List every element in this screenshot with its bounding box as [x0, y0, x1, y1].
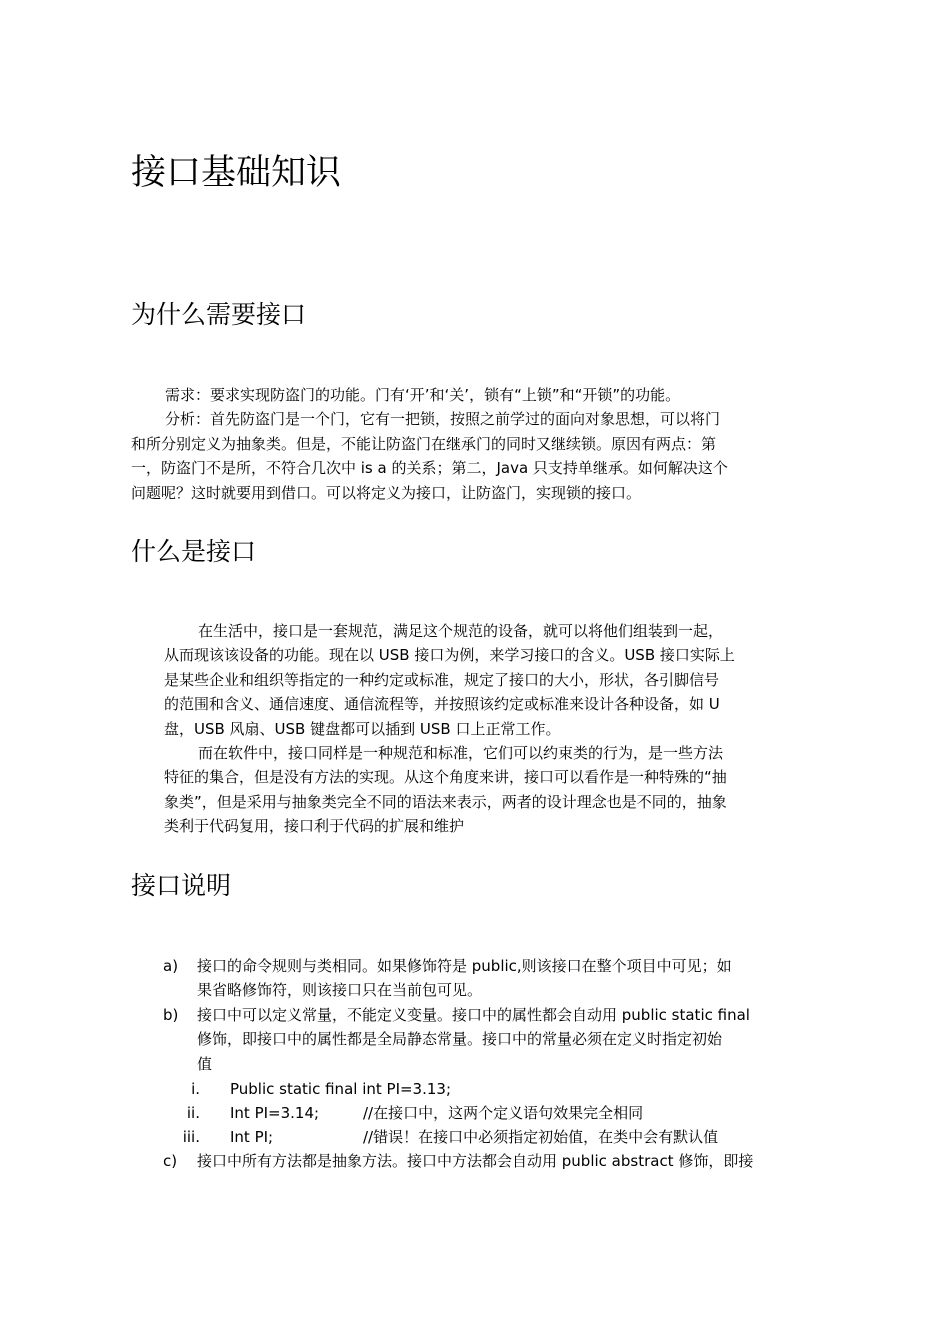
sublist-marker: ii.: [186, 1104, 200, 1122]
paragraph-line: 和所分别定义为抽象类。但是，不能让防盗门在继承门的同时又继续锁。原因有两点：第: [131, 434, 717, 453]
sublist-item-iii: [0, 1125, 950, 1149]
sublist-item-i: [0, 1077, 950, 1101]
code-statement: Int PI;: [230, 1128, 274, 1146]
paragraph-line: 的范围和含义、通信速度、通信流程等，并按照该约定或标准来设计各种设备，如 U: [164, 695, 720, 714]
list-item-c: [0, 1149, 950, 1174]
paragraph-line: 特征的集合，但是没有方法的实现。从这个角度来讲，接口可以看作是一种特殊的“抽: [164, 768, 727, 787]
document-title: 接口基础知识: [131, 153, 342, 193]
paragraph-line: 象类”，但是采用与抽象类完全不同的语法来表示，两者的设计理念也是不同的，抽象: [164, 792, 727, 811]
code-comment: //错误！在接口中必须指定初始值，在类中会有默认值: [363, 1128, 719, 1146]
paragraph-line: 是某些企业和组织等指定的一种约定或标准，规定了接口的大小，形状，各引脚信号: [164, 670, 720, 689]
sublist-item-ii: [0, 1101, 950, 1125]
list-item-line: 果省略修饰符，则该接口只在当前包可见。: [197, 981, 483, 1000]
sublist-marker: iii.: [182, 1128, 200, 1146]
section-heading-what-is-interface: 什么是接口: [131, 537, 257, 566]
paragraph-line: 在生活中，接口是一套规范，满足这个规范的设备，就可以将他们组装到一起，: [198, 622, 724, 640]
paragraph-requirement: [131, 383, 680, 407]
list-marker: a): [163, 957, 179, 975]
list-marker: b): [163, 1006, 179, 1024]
paragraph-line: 盘，USB 风扇、USB 键盘都可以插到 USB 口上正常工作。: [164, 719, 561, 738]
list-item-line: 修饰，即接口中的属性都是全局静态常量。接口中的常量必须在定义时指定初始: [197, 1030, 723, 1049]
paragraph-line: 一，防盗门不是所，不符合几次中 is a 的关系；第二，Java 只支持单继承。如何解决这个: [131, 459, 728, 478]
paragraph-software-interface: [164, 741, 727, 839]
section-heading-interface-notes: 接口说明: [131, 871, 232, 900]
code-comment: //在接口中，这两个定义语句效果完全相同: [363, 1104, 644, 1122]
paragraph-line: 问题呢？这时就要用到借口。可以将定义为接口，让防盗门，实现锁的接口。: [131, 483, 642, 502]
list-item-b: [0, 1003, 950, 1077]
list-item-line: 接口中可以定义常量，不能定义变量。接口中的属性都会自动用 public static final: [197, 1006, 750, 1024]
section-heading-why-interface: 为什么需要接口: [131, 300, 307, 329]
list-item-line: 值: [197, 1054, 213, 1073]
paragraph-analysis: [131, 407, 728, 505]
list-item-a: [0, 954, 950, 1003]
list-item-line: 接口中所有方法都是抽象方法。接口中方法都会自动用 public abstract 修饰，即接: [197, 1152, 754, 1170]
paragraph-line: 需求：要求实现防盗门的功能。门有‘开’和‘关’，锁有“上锁”和“开锁”的功能。: [165, 386, 681, 404]
paragraph-line: 从而现该该设备的功能。现在以 USB 接口为例，来学习接口的含义。USB 接口实际上: [164, 646, 735, 665]
sublist-marker: i.: [191, 1080, 200, 1098]
code-statement: Int PI=3.14;: [230, 1104, 320, 1122]
paragraph-line: 分析：首先防盗门是一个门，它有一把锁，按照之前学过的面向对象思想，可以将门: [165, 410, 721, 429]
list-item-line: 接口的命令规则与类相同。如果修饰符是 public,则该接口在整个项目中可见；如: [197, 957, 732, 975]
paragraph-line: 而在软件中，接口同样是一种规范和标准，它们可以约束类的行为，是一些方法: [198, 744, 724, 762]
code-statement: Public static final int PI=3.13;: [230, 1080, 452, 1098]
list-marker: c): [163, 1152, 178, 1170]
paragraph-usb-example: [164, 619, 735, 741]
paragraph-line: 类利于代码复用，接口利于代码的扩展和维护: [164, 817, 465, 836]
